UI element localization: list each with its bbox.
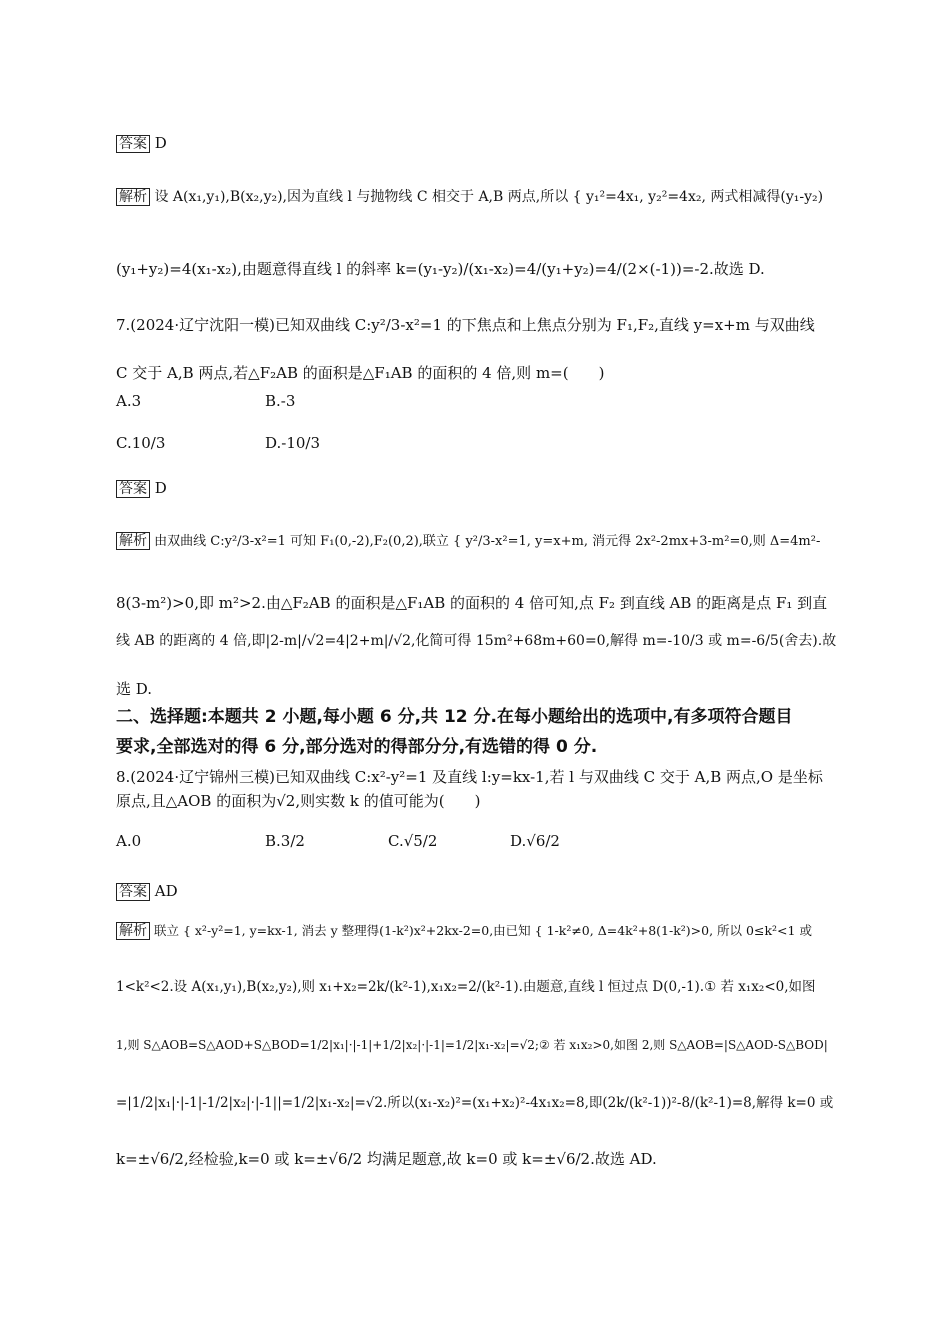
answer-text: D	[154, 479, 167, 497]
section-2-heading-line-1: 二、选择题:本题共 2 小题,每小题 6 分,共 12 分.在每小题给出的选项中,有多项符合题目	[116, 707, 793, 727]
answer-tag: 答案	[116, 883, 150, 901]
solution-8-line-3: 1,则 S△AOB=S△AOD+S△BOD=1/2|x₁|·|-1|+1/2|x₂|·|-1|=1/2|x₁-x₂|=√2;② 若 x₁x₂>0,如图 2,则 S△AOB=|S△AOD-S△BOD|	[116, 1038, 828, 1052]
q8-option-d: D.√6/2	[510, 832, 560, 850]
solution-text: 联立 { x²-y²=1, y=kx-1, 消去 y 整理得(1-k²)x²+2kx-2=0,由已知 { 1-k²≠0, Δ=4k²+8(1-k²)>0, 所以 0≤k²<1 或	[153, 923, 812, 938]
solution-tag: 解析	[116, 922, 150, 940]
q8-option-a: A.0	[116, 832, 142, 850]
solution-7-line-4: 选 D.	[116, 680, 153, 698]
q7-option-c: C.10/3	[116, 434, 166, 452]
q8-option-c: C.√5/2	[388, 832, 438, 850]
solution-7-line-2: 8(3-m²)>0,即 m²>2.由△F₂AB 的面积是△F₁AB 的面积的 4 倍可知,点 F₂ 到直线 AB 的距离是点 F₁ 到直	[116, 594, 828, 612]
solution-tag: 解析	[116, 532, 150, 550]
solution-8-line-4: =|1/2|x₁|·|-1|-1/2|x₂|·|-1||=1/2|x₁-x₂|=√2.所以(x₁-x₂)²=(x₁+x₂)²-4x₁x₂=8,即(2k/(k²-1))²-8/(k²-1)=8,解得 k=0 或	[116, 1095, 834, 1111]
q8-option-b: B.3/2	[265, 832, 305, 850]
solution-6-line-2: (y₁+y₂)=4(x₁-x₂),由题意得直线 l 的斜率 k=(y₁-y₂)/(x₁-x₂)=4/(y₁+y₂)=4/(2×(-1))=-2.故选 D.	[116, 260, 765, 278]
solution-text: 设 A(x₁,y₁),B(x₂,y₂),因为直线 l 与抛物线 C 相交于 A,B 两点,所以 { y₁²=4x₁, y₂²=4x₂, 两式相减得(y₁-y₂)	[154, 189, 824, 205]
solution-8-line-2: 1<k²<2.设 A(x₁,y₁),B(x₂,y₂),则 x₁+x₂=2k/(k²-1),x₁x₂=2/(k²-1).由题意,直线 l 恒过点 D(0,-1).① 若 x₁x₂<0,如图	[116, 979, 816, 995]
solution-text: 由双曲线 C:y²/3-x²=1 可知 F₁(0,-2),F₂(0,2),联立 { y²/3-x²=1, y=x+m, 消元得 2x²-2mx+3-m²=0,则 Δ=4m²-	[154, 534, 821, 549]
answer-7	[116, 477, 167, 500]
solution-8-line-5: k=±√6/2,经检验,k=0 或 k=±√6/2 均满足题意,故 k=0 或 k=±√6/2.故选 AD.	[116, 1150, 657, 1168]
answer-tag: 答案	[116, 480, 150, 498]
section-2-heading-line-2: 要求,全部选对的得 6 分,部分选对的得部分分,有选错的得 0 分.	[116, 737, 598, 757]
q7-option-d: D.-10/3	[265, 434, 321, 452]
question-8-line-2: 原点,且△AOB 的面积为√2,则实数 k 的值可能为( )	[116, 792, 481, 810]
answer-text: AD	[154, 882, 178, 900]
answer-6	[116, 132, 167, 155]
solution-6-line-1	[116, 186, 823, 208]
question-7-line-1: 7.(2024·辽宁沈阳一模)已知双曲线 C:y²/3-x²=1 的下焦点和上焦点分别为 F₁,F₂,直线 y=x+m 与双曲线	[116, 316, 815, 334]
solution-7-line-3: 线 AB 的距离的 4 倍,即|2-m|/√2=4|2+m|/√2,化简可得 15m²+68m+60=0,解得 m=-10/3 或 m=-6/5(舍去).故	[116, 633, 837, 649]
answer-8	[116, 880, 178, 903]
solution-7-line-1	[116, 530, 820, 553]
solution-8-line-1	[116, 920, 812, 942]
answer-text: D	[154, 134, 167, 152]
q7-option-a: A.3	[116, 392, 142, 410]
q7-option-b: B.-3	[265, 392, 296, 410]
question-8-line-1: 8.(2024·辽宁锦州三模)已知双曲线 C:x²-y²=1 及直线 l:y=kx-1,若 l 与双曲线 C 交于 A,B 两点,O 是坐标	[116, 768, 823, 786]
question-7-line-2: C 交于 A,B 两点,若△F₂AB 的面积是△F₁AB 的面积的 4 倍,则 m=( )	[116, 364, 605, 382]
answer-tag: 答案	[116, 135, 150, 153]
solution-tag: 解析	[116, 188, 150, 206]
